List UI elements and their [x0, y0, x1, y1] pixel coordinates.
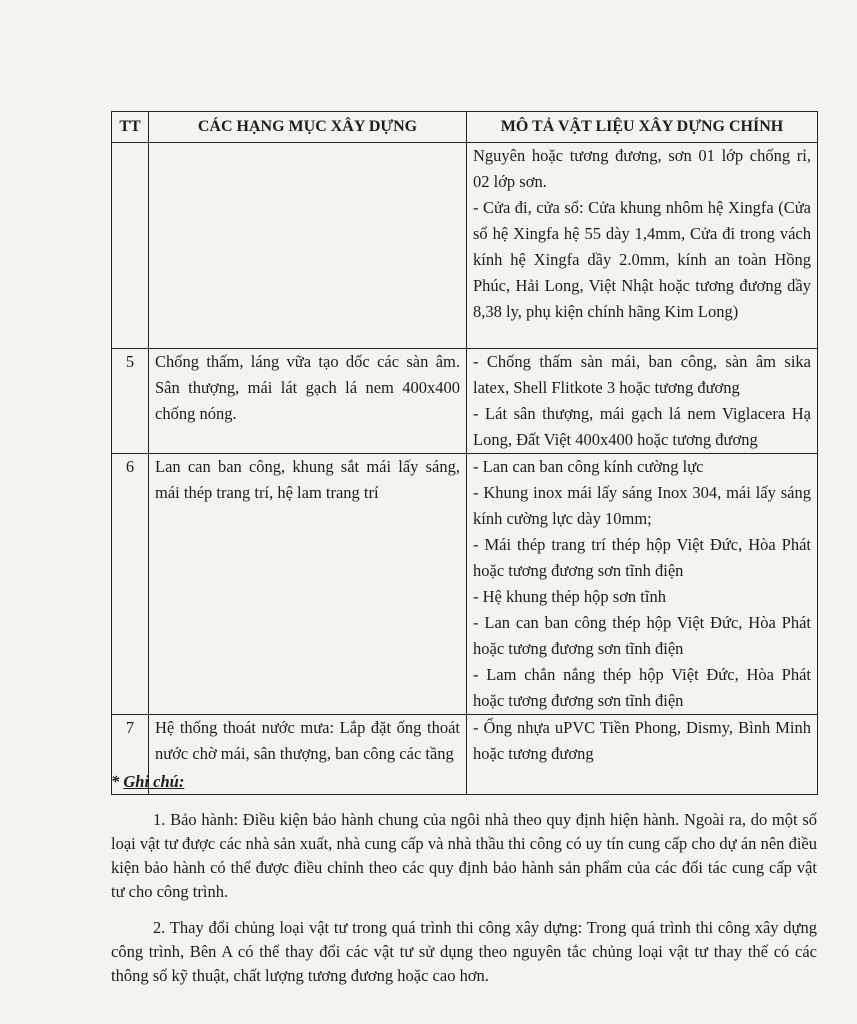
- row-description: [467, 349, 818, 454]
- note-paragraph-warranty: 1. Bảo hành: Điều kiện bảo hành chung của ngôi nhà theo quy định hiện hành. Ngoài ra, do một số loại vật tư được các nhà sản xuất, nhà cung cấp và nhà thầu thi công có uy tín cung cấp cho dự án nên điều kiện bảo hành có thể được điều chỉnh theo các quy định bảo hành sản phẩm của các đối tác cung cấp vật tư cho công trình.: [111, 810, 817, 901]
- notes-star: *: [111, 772, 124, 791]
- description-line: - Ống nhựa uPVC Tiền Phong, Dismy, Bình Minh hoặc tương đương: [473, 718, 811, 763]
- description-line: - Chống thấm sàn mái, ban công, sàn âm sika latex, Shell Flitkote 3 hoặc tương đương: [473, 352, 811, 397]
- table-header-row: [112, 112, 818, 143]
- materials-table: [111, 111, 818, 795]
- header-tt: TT: [112, 112, 149, 143]
- row-category: Hệ thống thoát nước mưa: Lắp đặt ống thoát nước chờ mái, sân thượng, ban công các tầng: [149, 715, 467, 795]
- note-paragraph-material-change: 2. Thay đổi chủng loại vật tư trong quá trình thi công xây dựng: Trong quá trình thi công xây dựng công trình, Bên A có thể thay đổi các vật tư sử dụng theo nguyên tắc chủng loại vật tư thay thế có các thông số kỹ thuật, chất lượng tương đương hoặc cao hơn.: [111, 918, 817, 985]
- description-line: - Cửa đi, cửa sổ: Cửa khung nhôm hệ Xingfa (Cửa sổ hệ Xingfa hệ 55 dày 1,4mm, Cửa đi trong vách kính hệ Xingfa dầy 2.0mm, kính an toàn Hồng Phúc, Hải Long, Việt Nhật hoặc tương đương dầy 8,38 ly, phụ kiện chính hãng Kim Long): [473, 198, 811, 321]
- description-line: - Lát sân thượng, mái gạch lá nem Viglacera Hạ Long, Đất Việt 400x400 hoặc tương đương: [473, 404, 811, 449]
- row-number: [112, 143, 149, 349]
- description-line: - Mái thép trang trí thép hộp Việt Đức, Hòa Phát hoặc tương đương sơn tĩnh điện: [473, 535, 811, 580]
- row-category: Lan can ban công, khung sắt mái lấy sáng, mái thép trang trí, hệ lam trang trí: [149, 454, 467, 715]
- notes-heading: [111, 770, 817, 794]
- header-category: CÁC HẠNG MỤC XÂY DỰNG: [149, 112, 467, 143]
- description-line: - Lan can ban công thép hộp Việt Đức, Hòa Phát hoặc tương đương sơn tĩnh điện: [473, 613, 811, 658]
- table-row: [112, 143, 818, 349]
- description-line: - Lan can ban công kính cường lực: [473, 457, 704, 476]
- row-category: Chống thấm, láng vữa tạo dốc các sàn âm. Sân thượng, mái lát gạch lá nem 400x400 chống nóng.: [149, 349, 467, 454]
- description-line: - Khung inox mái lấy sáng Inox 304, mái lấy sáng kính cường lực dày 10mm;: [473, 483, 811, 528]
- table-row: [112, 454, 818, 715]
- notes-heading-text: Ghi chú:: [123, 772, 185, 791]
- row-number: 6: [112, 454, 149, 715]
- row-category: [149, 143, 467, 349]
- notes-section: [111, 770, 817, 988]
- description-line: Nguyên hoặc tương đương, sơn 01 lớp chống rỉ, 02 lớp sơn.: [473, 146, 811, 191]
- description-line: - Hệ khung thép hộp sơn tĩnh: [473, 587, 666, 606]
- table-row: [112, 349, 818, 454]
- row-number: 5: [112, 349, 149, 454]
- row-number: 7: [112, 715, 149, 795]
- header-description: MÔ TẢ VẬT LIỆU XÂY DỰNG CHÍNH: [467, 112, 818, 143]
- row-description: [467, 454, 818, 715]
- description-line: - Lam chắn nắng thép hộp Việt Đức, Hòa Phát hoặc tương đương sơn tĩnh điện: [473, 665, 811, 710]
- row-description: [467, 143, 818, 349]
